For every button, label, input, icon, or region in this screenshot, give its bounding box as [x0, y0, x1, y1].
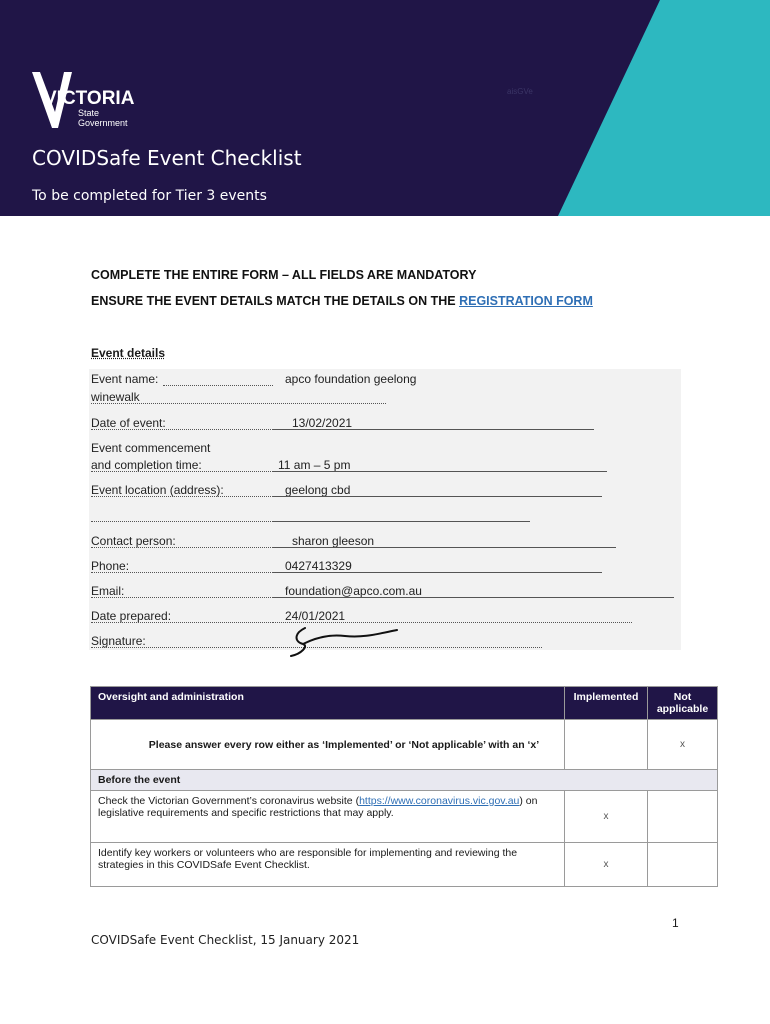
date-prepared-field[interactable]: 24/01/2021 [285, 609, 346, 623]
field-underline [272, 547, 616, 548]
date-of-event-field[interactable]: 13/02/2021 [292, 416, 353, 430]
section-row-before-event [91, 770, 718, 791]
faint-header-text: aisGVe [507, 87, 533, 96]
field-underline [272, 429, 594, 430]
contact-person-label: Contact person: [91, 534, 176, 548]
instruction-mandatory: COMPLETE THE ENTIRE FORM – ALL FIELDS ARE MANDATORY [91, 268, 477, 282]
dotted-leader [91, 521, 271, 522]
instruction-match-registration [91, 294, 593, 308]
row-text: ) on legislative requirements and specific restrictions that may apply. [98, 795, 538, 819]
header-not-applicable: Not applicable [648, 687, 718, 720]
table-header-row [91, 687, 718, 720]
field-underline [272, 597, 674, 598]
commencement-label-line1: Event commencement [91, 441, 211, 455]
dotted-leader [91, 547, 271, 548]
table-row [91, 720, 718, 770]
event-details-heading: Event details [91, 346, 166, 360]
signature-label: Signature: [91, 634, 146, 648]
not-applicable-cell[interactable]: x [648, 720, 718, 770]
coronavirus-website-link[interactable]: https://www.coronavirus.vic.gov.au [359, 795, 520, 807]
phone-field[interactable]: 0427413329 [285, 559, 352, 573]
dotted-leader [91, 471, 271, 472]
email-field[interactable]: foundation@apco.com.au [285, 584, 422, 598]
contact-person-field[interactable]: sharon gleeson [292, 534, 375, 548]
logo-wordmark: VICTORIA [44, 88, 135, 109]
dotted-leader [91, 572, 271, 573]
dotted-leader [163, 385, 273, 386]
not-applicable-cell[interactable] [648, 791, 718, 843]
dotted-leader [91, 496, 271, 497]
event-details-panel [89, 369, 681, 650]
dotted-leader [91, 622, 271, 623]
page-footer: COVIDSafe Event Checklist, 15 January 2021 [91, 933, 360, 947]
event-name-field[interactable]: apco foundation geelong [285, 372, 417, 386]
signature-image [285, 620, 405, 660]
row-check-website [91, 791, 565, 843]
not-applicable-cell[interactable] [648, 843, 718, 887]
page-title: COVIDSafe Event Checklist [32, 146, 302, 170]
page-number: 1 [672, 916, 679, 930]
field-underline [272, 521, 530, 522]
dotted-leader [91, 403, 386, 404]
registration-form-link[interactable]: REGISTRATION FORM [459, 294, 593, 308]
instruction-cell: Please answer every row either as ‘Implemented’ or ‘Not applicable’ with an ‘x’ [91, 720, 565, 770]
dotted-leader [91, 647, 271, 648]
oversight-table [90, 686, 718, 887]
commencement-time-field[interactable]: 11 am – 5 pm [278, 458, 351, 472]
table-row [91, 791, 718, 843]
implemented-cell[interactable] [565, 720, 648, 770]
implemented-cell[interactable]: x [565, 843, 648, 887]
phone-label: Phone: [91, 559, 130, 573]
field-underline [272, 496, 602, 497]
section-before-event: Before the event [91, 770, 718, 791]
page-subtitle: To be completed for Tier 3 events [32, 188, 267, 204]
dotted-leader [91, 597, 271, 598]
date-of-event-label: Date of event: [91, 416, 166, 430]
email-label: Email: [91, 584, 125, 598]
location-field[interactable]: geelong cbd [285, 483, 351, 497]
header-oversight: Oversight and administration [91, 687, 565, 720]
page-header [0, 0, 770, 216]
field-underline [272, 572, 602, 573]
header-implemented: Implemented [565, 687, 648, 720]
table-row [91, 843, 718, 887]
commencement-label-line2: and completion time: [91, 458, 202, 472]
instruction-text: ENSURE THE EVENT DETAILS MATCH THE DETAILS ON THE [91, 294, 460, 308]
event-name-field-continued: winewalk [91, 390, 140, 404]
date-prepared-label: Date prepared: [91, 609, 172, 623]
dotted-leader [91, 429, 271, 430]
field-underline [272, 471, 607, 472]
location-label: Event location (address): [91, 483, 224, 497]
row-text: Check the Victorian Government’s coronavirus website ( [98, 795, 360, 807]
event-name-label: Event name: [91, 372, 159, 386]
implemented-cell[interactable]: x [565, 791, 648, 843]
logo-subtitle: State Government [78, 108, 128, 128]
row-identify-key-workers: Identify key workers or volunteers who are responsible for implementing and reviewing the strategies in this COVIDSafe Event Checklist. [91, 843, 565, 887]
